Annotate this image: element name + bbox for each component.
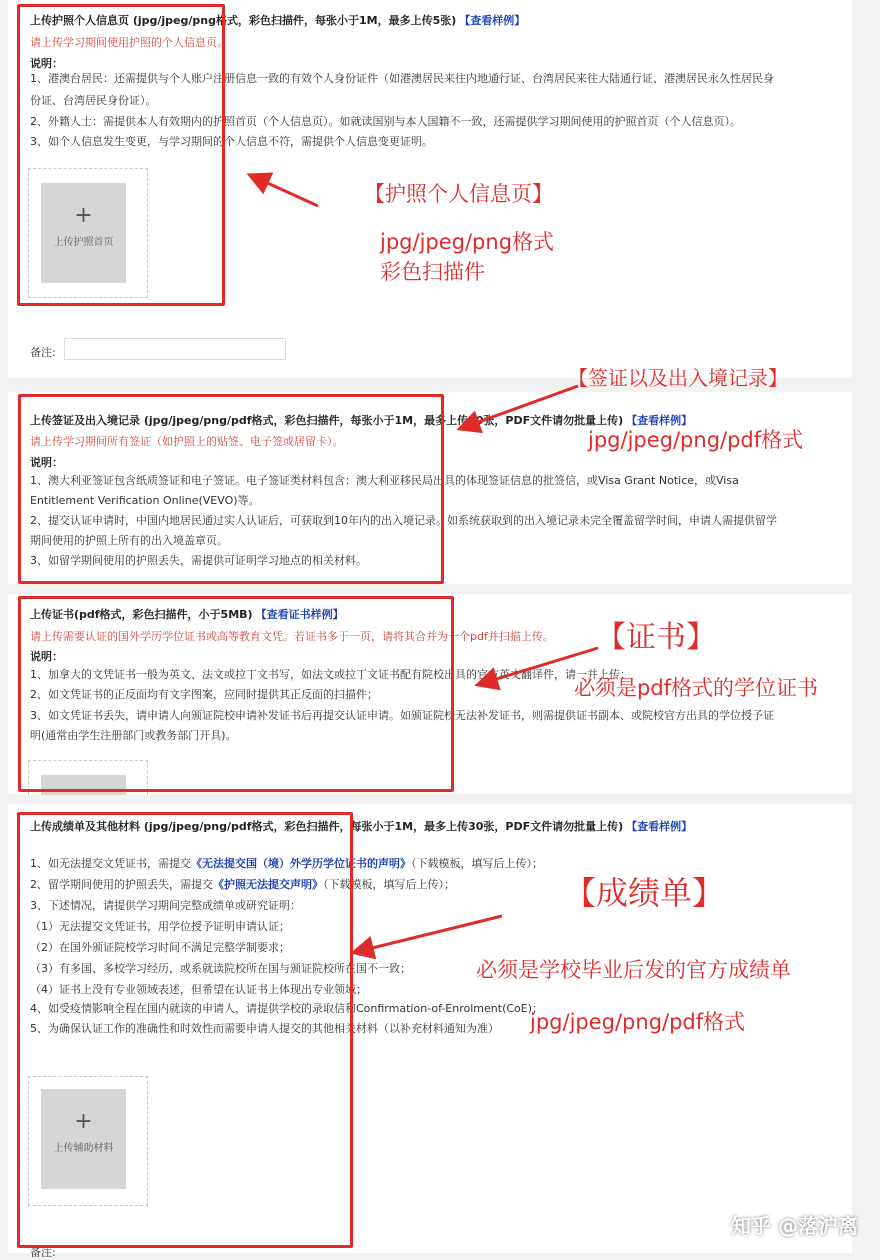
note-text: （下载模板，填写后上传）； bbox=[323, 878, 455, 891]
transcript-note-line: （1）无法提交文凭证书，用学位授予证明申请认证； bbox=[30, 920, 290, 933]
certificate-annotation-detail: 必须是pdf格式的学位证书 bbox=[574, 676, 819, 700]
passport-sample-link[interactable]: 【查看样例】 bbox=[459, 14, 526, 27]
visa-note-line: 3、如留学期间使用的护照丢失，需提供可证明学习地点的相关材料。 bbox=[30, 554, 367, 567]
zhihu-watermark: 知乎 @落沪离 bbox=[731, 1214, 858, 1238]
visa-note-line: Entitlement Verification Online(VEVO)等。 bbox=[30, 494, 260, 507]
certificate-notes-label: 说明： bbox=[30, 650, 63, 663]
transcript-note-line: 3、下述情况，请提供学习期间完整成绩单或研究证明： bbox=[30, 899, 301, 912]
transcript-sample-link[interactable]: 【查看样例】 bbox=[626, 820, 693, 833]
passport-note-line: 2、外籍人士：需提供本人有效期内的护照首页（个人信息页）。如就读国别与本人国籍不一致，还需提供学习期间使用的护照首页（个人信息页）。 bbox=[30, 115, 741, 128]
transcript-annotation-detail: 必须是学校毕业后发的官方成绩单 bbox=[476, 958, 791, 982]
plus-icon: + bbox=[74, 1109, 93, 1134]
passport-subtitle: 请上传学习期间使用护照的个人信息页。 bbox=[30, 36, 228, 49]
transcript-note-line: 4、如受疫情影响全程在国内就读的申请人，请提供学校的录取信和Confirmation-of-Enrolment(CoE)； bbox=[30, 1002, 544, 1015]
transcript-annotation-title: 【成绩单】 bbox=[564, 874, 725, 912]
visa-note-line: 2、提交认证申请时，中国内地居民通过实人认证后，可获取到10年内的出入境记录。如系统获取到的出入境记录未完全覆盖留学时间，申请人需提供留学 bbox=[30, 514, 777, 527]
certificate-sample-link[interactable]: 【查看证书样例】 bbox=[255, 608, 344, 621]
transcript-note-line: （3）有多国、多校学习经历，或系就读院校所在国与颁证院校所在国不一致； bbox=[30, 962, 411, 975]
certificate-subtitle: 请上传需要认证的国外学历学位证书或高等教育文凭。若证书多于一页，请将其合并为一个pdf并扫描上传。 bbox=[30, 630, 554, 643]
certificate-annotation-title: 【证书】 bbox=[596, 620, 716, 655]
certificate-note-line: 3、如文凭证书丢失，请申请人向颁证院校申请补发证书后再提交认证申请。如颁证院校无法补发证书，则需提供证书副本、或院校官方出具的学位授予证 bbox=[30, 709, 774, 722]
visa-title-text: 上传签证及出入境记录 (jpg/jpeg/png/pdf格式，彩色扫描件，每张小于1M，最多上传50张，PDF文件请勿批量上传) bbox=[30, 414, 624, 427]
passport-annotation-format: jpg/jpeg/png格式 bbox=[380, 230, 555, 254]
transcript-remark-label: 备注: bbox=[30, 1246, 56, 1259]
note-text: 1、如无法提交文凭证书，需提交 bbox=[30, 857, 191, 870]
transcript-note-line: （4）证书上没有专业领域表述，但希望在认证书上体现出专业领域； bbox=[30, 983, 367, 996]
transcript-title-text: 上传成绩单及其他材料 (jpg/jpeg/png/pdf格式，彩色扫描件，每张小于1M，最多上传30张，PDF文件请勿批量上传) bbox=[30, 820, 624, 833]
visa-sample-link[interactable]: 【查看样例】 bbox=[626, 414, 693, 427]
visa-annotation-title: 【签证以及出入境记录】 bbox=[568, 366, 788, 390]
passport-title-text: 上传护照个人信息页 (jpg/jpeg/png格式，彩色扫描件，每张小于1M，最多上传5张) bbox=[30, 14, 457, 27]
certificate-note-line: 2、如文凭证书的正反面均有文字图案，应同时提供其正反面的扫描件； bbox=[30, 688, 378, 701]
plus-icon: + bbox=[74, 203, 93, 228]
certificate-note-line: 明(通常由学生注册部门或教务部门开具)。 bbox=[30, 729, 237, 742]
certificate-title-text: 上传证书(pdf格式，彩色扫描件，小于5MB) bbox=[30, 608, 253, 621]
upload-supporting-materials-label: 上传辅助材料 bbox=[53, 1143, 114, 1154]
passport-note-line: 1、港澳台居民：还需提供与个人账户注册信息一致的有效个人身份证件（如港澳居民来往内地通行证、台湾居民来往大陆通行证、港澳居民永久性居民身 bbox=[30, 72, 774, 85]
passport-loss-declaration-link[interactable]: 《护照无法提交声明》 bbox=[213, 878, 323, 891]
passport-notes-label: 说明： bbox=[30, 57, 63, 70]
visa-annotation-format: jpg/jpeg/png/pdf格式 bbox=[588, 428, 804, 452]
visa-arrow bbox=[462, 386, 578, 428]
passport-annotation-scan: 彩色扫描件 bbox=[380, 260, 485, 284]
note-text: （下载模板，填写后上传）； bbox=[411, 857, 543, 870]
passport-note-line: 份证、台湾居民身份证）。 bbox=[30, 94, 157, 107]
passport-note-line: 3、如个人信息发生变更，与学习期间的个人信息不符，需提供个人信息变更证明。 bbox=[30, 135, 433, 148]
visa-note-line: 1、澳大利亚签证包含纸质签证和电子签证。电子签证类材料包含：澳大利亚移民局出具的体现签证信息的批签信，或Visa Grant Notice，或Visa bbox=[30, 474, 739, 487]
declaration-link[interactable]: 《无法提交国（境）外学历学位证书的声明》 bbox=[191, 857, 411, 870]
transcript-note-line: 5、为确保认证工作的准确性和时效性而需要申请人提交的其他相关材料（以补充材料通知为准） bbox=[30, 1022, 499, 1035]
note-text: 2、留学期间使用的护照丢失，需提交 bbox=[30, 878, 213, 891]
passport-arrow bbox=[252, 176, 318, 206]
certificate-note-line: 1、加拿大的文凭证书一般为英文、法文或拉丁文书写，如法文或拉丁文证书配有院校出具的官方英文翻译件，请一并上传； bbox=[30, 668, 631, 681]
upload-passport-label: 上传护照首页 bbox=[53, 237, 114, 248]
visa-notes-label: 说明： bbox=[30, 456, 63, 469]
passport-annotation-title: 【护照个人信息页】 bbox=[364, 182, 553, 206]
transcript-annotation-format: jpg/jpeg/png/pdf格式 bbox=[530, 1010, 746, 1034]
visa-note-line: 期间使用的护照上所有的出入境盖章页。 bbox=[30, 534, 228, 547]
transcript-note-line: （2）在国外颁证院校学习时间不满足完整学制要求； bbox=[30, 941, 290, 954]
passport-remark-label: 备注: bbox=[30, 346, 56, 359]
transcript-arrow bbox=[356, 916, 502, 952]
visa-subtitle: 请上传学习期间所有签证（如护照上的贴签、电子签或居留卡）。 bbox=[30, 435, 344, 448]
